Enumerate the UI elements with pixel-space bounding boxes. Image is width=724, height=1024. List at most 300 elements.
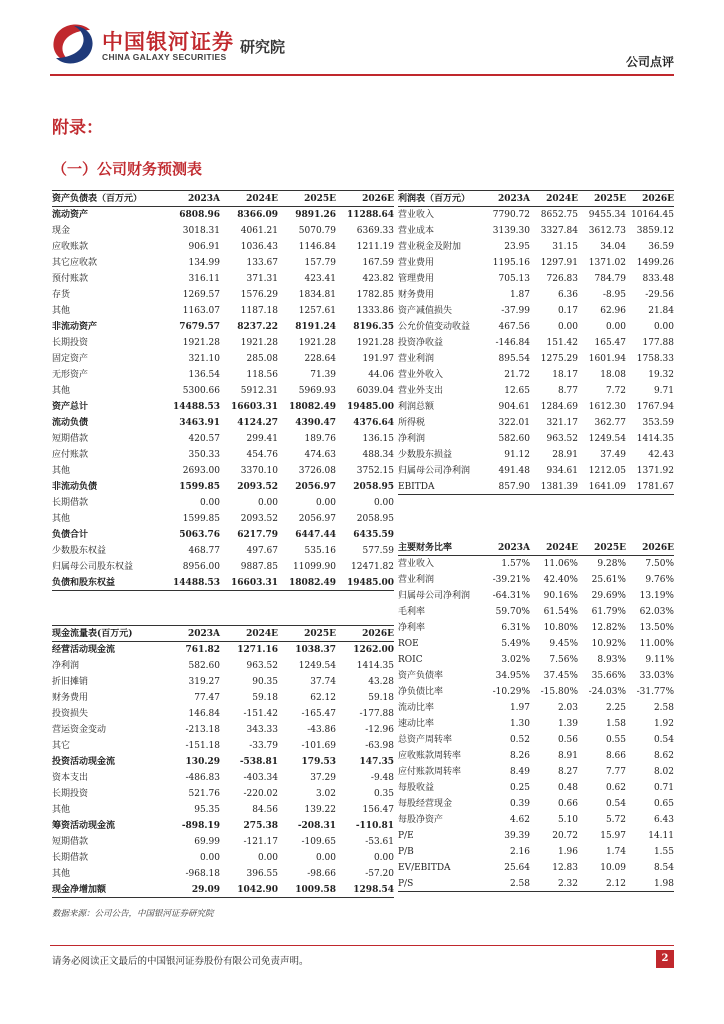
- cell-value: 8.91: [557, 751, 578, 761]
- table-row: [52, 786, 394, 802]
- cell-value: 9891.26: [295, 210, 336, 220]
- table-row: [52, 559, 394, 575]
- cell-value: 521.76: [188, 789, 220, 799]
- cell-value: 6039.04: [356, 386, 394, 396]
- row-label: P/E: [398, 831, 414, 841]
- row-label: 非流动资产: [52, 322, 98, 332]
- table-row: [398, 271, 674, 287]
- row-label: 归属母公司净利润: [398, 466, 471, 476]
- table-row: [398, 415, 674, 431]
- cell-value: 12.65: [504, 386, 530, 396]
- cell-value: 353.59: [642, 418, 674, 428]
- cell-value: 1782.85: [356, 290, 394, 300]
- cell-value: 0.25: [509, 783, 530, 793]
- row-label: 应付账款: [52, 450, 89, 460]
- cell-value: -33.79: [249, 741, 278, 751]
- table-row: [52, 431, 394, 447]
- cell-value: 3612.73: [588, 226, 626, 236]
- cash-flow-table: [52, 625, 394, 898]
- cell-value: 7679.57: [179, 322, 220, 332]
- cell-value: 322.01: [498, 418, 530, 428]
- cell-value: 18082.49: [289, 578, 336, 588]
- row-label: 负债和股东权益: [52, 578, 116, 588]
- column-header: 2023A: [497, 543, 530, 553]
- table-row: [52, 882, 394, 898]
- cell-value: 4390.47: [295, 418, 336, 428]
- cell-value: 6369.33: [356, 226, 394, 236]
- cell-value: 8.93%: [597, 655, 626, 665]
- cell-value: 1211.19: [356, 242, 394, 252]
- cell-value: 130.29: [185, 757, 220, 767]
- cell-value: 2.25: [605, 703, 626, 713]
- table-row: [398, 764, 674, 780]
- row-label: 归属母公司净利润: [398, 591, 471, 601]
- table-row: [52, 255, 394, 271]
- cell-value: 1284.69: [540, 402, 578, 412]
- row-label: 所得税: [398, 418, 426, 428]
- row-label: 净负债比率: [398, 687, 444, 697]
- balance-sheet-table: [52, 190, 394, 591]
- table-row: [398, 399, 674, 415]
- row-label: 净利润: [398, 434, 426, 444]
- cell-value: 9.45%: [549, 639, 578, 649]
- table-row: [398, 431, 674, 447]
- cell-value: 1.97: [509, 703, 530, 713]
- cell-value: 139.22: [304, 805, 336, 815]
- page-header: [50, 22, 674, 72]
- cell-value: 3370.10: [240, 466, 278, 476]
- cell-value: -165.47: [301, 709, 336, 719]
- cell-value: 1038.37: [295, 645, 336, 655]
- row-label: 长期投资: [52, 338, 89, 348]
- cell-value: 6808.96: [179, 210, 220, 220]
- report-type-label: 公司点评: [625, 55, 674, 69]
- row-label: 非流动负债: [52, 482, 98, 492]
- cell-value: 362.77: [594, 418, 626, 428]
- cell-value: 3018.31: [182, 226, 220, 236]
- row-label: 存货: [52, 290, 71, 300]
- cell-value: 6217.79: [237, 530, 278, 540]
- row-label: 财务费用: [52, 693, 89, 703]
- row-label: 经营活动现金流: [52, 645, 116, 655]
- cell-value: 0.54: [605, 799, 626, 809]
- cell-value: 1146.84: [298, 242, 336, 252]
- cell-value: 15.97: [600, 831, 626, 841]
- cell-value: 350.33: [188, 450, 220, 460]
- cell-value: -177.88: [359, 709, 394, 719]
- row-label: 折旧摊销: [52, 677, 89, 687]
- cell-value: 136.15: [362, 434, 394, 444]
- table-title: 主要财务比率: [398, 543, 453, 553]
- table-row: [52, 447, 394, 463]
- cell-value: 1921.28: [298, 338, 336, 348]
- cell-value: 1.55: [653, 847, 674, 857]
- table-row: [52, 511, 394, 527]
- cell-value: 61.54%: [543, 607, 578, 617]
- cell-value: 491.48: [498, 466, 530, 476]
- cell-value: 0.00: [373, 853, 394, 863]
- cell-value: 19.32: [648, 370, 674, 380]
- row-label: 短期借款: [52, 837, 89, 847]
- cell-value: 833.48: [642, 274, 674, 284]
- table-header-row: [398, 191, 674, 207]
- cell-value: 1499.26: [636, 258, 674, 268]
- table-header-row: [52, 626, 394, 642]
- table-row: [398, 860, 674, 876]
- table-row: [398, 335, 674, 351]
- cell-value: 316.11: [188, 274, 220, 284]
- table-row: [52, 399, 394, 415]
- cell-value: 167.59: [362, 258, 394, 268]
- cell-value: 0.65: [653, 799, 674, 809]
- cell-value: 1297.91: [540, 258, 578, 268]
- cell-value: 9887.85: [240, 562, 278, 572]
- cell-value: 2.58: [509, 879, 530, 889]
- cell-value: 423.41: [304, 274, 336, 284]
- table-row: [52, 271, 394, 287]
- row-label: 负债合计: [52, 530, 89, 540]
- cell-value: 6.36: [557, 290, 578, 300]
- cell-value: 156.47: [362, 805, 394, 815]
- cell-value: 1042.90: [237, 885, 278, 895]
- table-row: [52, 690, 394, 706]
- row-label: 利润总额: [398, 402, 435, 412]
- cell-value: 582.60: [188, 661, 220, 671]
- cell-value: -486.83: [185, 773, 220, 783]
- row-label: 其它应收款: [52, 258, 98, 268]
- cell-value: 1163.07: [182, 306, 220, 316]
- cell-value: 0.39: [509, 799, 530, 809]
- cell-value: 6.31%: [501, 623, 530, 633]
- table-row: [52, 207, 394, 223]
- cell-value: 147.35: [359, 757, 394, 767]
- row-label: 应收账款周转率: [398, 751, 462, 761]
- table-row: [398, 447, 674, 463]
- cell-value: 19485.00: [347, 402, 394, 412]
- row-label: 速动比率: [398, 719, 435, 729]
- cell-value: 9.28%: [597, 559, 626, 569]
- cell-value: 1599.85: [179, 482, 220, 492]
- cell-value: 16603.31: [231, 578, 278, 588]
- cell-value: 2093.52: [237, 482, 278, 492]
- row-label: 资产减值损失: [398, 306, 453, 316]
- table-row: [52, 415, 394, 431]
- column-header: 2024E: [546, 543, 578, 553]
- cell-value: 454.76: [246, 450, 278, 460]
- cell-value: -24.03%: [588, 687, 626, 697]
- row-label: 投资净收益: [398, 338, 444, 348]
- cell-value: 1271.16: [237, 645, 278, 655]
- row-label: 现金: [52, 226, 71, 236]
- cell-value: 1381.39: [540, 482, 578, 492]
- table-row: [52, 239, 394, 255]
- row-label: 其他: [52, 514, 71, 524]
- cell-value: 10.80%: [543, 623, 578, 633]
- logo-english-name: CHINA GALAXY SECURITIES: [102, 52, 227, 62]
- cell-value: -98.66: [307, 869, 336, 879]
- cell-value: 1298.54: [353, 885, 394, 895]
- cell-value: 2058.95: [356, 514, 394, 524]
- cell-value: 77.47: [194, 693, 220, 703]
- cell-value: 18082.49: [289, 402, 336, 412]
- cell-value: 2.32: [557, 879, 578, 889]
- column-header: 2023A: [187, 629, 220, 639]
- cell-value: 9455.34: [588, 210, 626, 220]
- column-header: 2025E: [594, 543, 626, 553]
- cell-value: 5.10: [557, 815, 578, 825]
- cell-value: 705.13: [498, 274, 530, 284]
- institute-label: 研究院: [240, 38, 286, 56]
- cell-value: 179.53: [301, 757, 336, 767]
- cell-value: 2056.97: [295, 482, 336, 492]
- cell-value: 133.67: [246, 258, 278, 268]
- cell-value: 14488.53: [173, 402, 220, 412]
- cell-value: 5300.66: [182, 386, 220, 396]
- cell-value: 0.00: [653, 322, 674, 332]
- cell-value: 371.31: [246, 274, 278, 284]
- cell-value: 8.77: [557, 386, 578, 396]
- row-label: 应付账款周转率: [398, 767, 462, 777]
- cell-value: 7.56%: [549, 655, 578, 665]
- cell-value: 28.91: [552, 450, 578, 460]
- cell-value: 1641.09: [588, 482, 626, 492]
- table-row: [398, 844, 674, 860]
- cell-value: 3139.30: [492, 226, 530, 236]
- cell-value: 7.72: [605, 386, 626, 396]
- cell-value: 2693.00: [182, 466, 220, 476]
- cell-value: 0.00: [257, 853, 278, 863]
- table-row: [398, 556, 674, 572]
- cell-value: -109.65: [301, 837, 336, 847]
- table-row: [398, 207, 674, 223]
- cell-value: 1187.18: [240, 306, 278, 316]
- cell-value: 12.83: [552, 863, 578, 873]
- table-row: [52, 367, 394, 383]
- table-row: [52, 287, 394, 303]
- table-row: [52, 770, 394, 786]
- cell-value: 1834.81: [298, 290, 336, 300]
- cell-value: 13.50%: [639, 623, 674, 633]
- table-row: [398, 876, 674, 892]
- logo-chinese-name: 中国银河证券: [102, 30, 234, 54]
- cell-value: 299.41: [246, 434, 278, 444]
- row-label: 营业费用: [398, 258, 435, 268]
- cell-value: 1.58: [605, 719, 626, 729]
- table-row: [52, 383, 394, 399]
- cell-value: 726.83: [546, 274, 578, 284]
- cell-value: 36.59: [648, 242, 674, 252]
- row-label: 预付账款: [52, 274, 89, 284]
- cell-value: 8.27: [557, 767, 578, 777]
- cell-value: 59.70%: [495, 607, 530, 617]
- cell-value: 20.72: [552, 831, 578, 841]
- cell-value: 904.61: [498, 402, 530, 412]
- cell-value: 11288.64: [347, 210, 394, 220]
- row-label: 其他: [52, 306, 71, 316]
- cell-value: 2056.97: [298, 514, 336, 524]
- cell-value: -10.29%: [492, 687, 530, 697]
- disclaimer-text: 请务必阅读正文最后的中国银河证券股份有限公司免责声明。: [52, 956, 309, 967]
- table-row: [398, 796, 674, 812]
- cell-value: 9.76%: [645, 575, 674, 585]
- cell-value: 8.66: [605, 751, 626, 761]
- cell-value: 7.50%: [645, 559, 674, 569]
- cell-value: 5969.93: [298, 386, 336, 396]
- cell-value: 0.35: [373, 789, 394, 799]
- column-header: 2025E: [594, 194, 626, 204]
- table-row: [52, 303, 394, 319]
- cell-value: 12.82%: [591, 623, 626, 633]
- cell-value: 3859.12: [636, 226, 674, 236]
- cell-value: 8.49: [509, 767, 530, 777]
- row-label: 营业收入: [398, 210, 435, 220]
- cell-value: 29.09: [191, 885, 220, 895]
- cell-value: 61.79%: [591, 607, 626, 617]
- cell-value: 396.55: [246, 869, 278, 879]
- row-label: 每股收益: [398, 783, 435, 793]
- cell-value: 2.58: [653, 703, 674, 713]
- cell-value: 134.99: [188, 258, 220, 268]
- cell-value: 467.56: [498, 322, 530, 332]
- table-row: [398, 287, 674, 303]
- cell-value: 21.72: [504, 370, 530, 380]
- cell-value: 10.09: [600, 863, 626, 873]
- table-row: [398, 319, 674, 335]
- cell-value: 8652.75: [540, 210, 578, 220]
- row-label: 其他: [52, 805, 71, 815]
- cell-value: 5.72: [605, 815, 626, 825]
- cell-value: 0.48: [557, 783, 578, 793]
- table-row: [398, 223, 674, 239]
- cell-value: 3.02: [315, 789, 336, 799]
- cell-value: 1921.28: [356, 338, 394, 348]
- galaxy-logo-icon: [50, 22, 96, 66]
- cell-value: 0.00: [315, 853, 336, 863]
- row-label: 现金净增加额: [52, 885, 107, 895]
- cell-value: 3327.84: [540, 226, 578, 236]
- cell-value: -12.96: [365, 725, 394, 735]
- row-label: 总资产周转率: [398, 735, 453, 745]
- column-header: 2026E: [362, 194, 394, 204]
- row-label: 流动负债: [52, 418, 89, 428]
- cell-value: 1.96: [557, 847, 578, 857]
- cell-value: 4124.27: [237, 418, 278, 428]
- cell-value: 1.39: [557, 719, 578, 729]
- cell-value: 157.79: [304, 258, 336, 268]
- cell-value: 165.47: [594, 338, 626, 348]
- cell-value: -9.48: [370, 773, 394, 783]
- table-row: [52, 351, 394, 367]
- cell-value: 1371.92: [636, 466, 674, 476]
- row-label: 无形资产: [52, 370, 89, 380]
- row-label: 归属母公司股东权益: [52, 562, 134, 572]
- cell-value: 3463.91: [179, 418, 220, 428]
- cell-value: 895.54: [498, 354, 530, 364]
- cell-value: -43.86: [307, 725, 336, 735]
- cell-value: 7790.72: [492, 210, 530, 220]
- cell-value: 3.02%: [501, 655, 530, 665]
- row-label: 投资损失: [52, 709, 89, 719]
- cell-value: 62.96: [600, 306, 626, 316]
- cell-value: 37.45%: [543, 671, 578, 681]
- cell-value: 8237.22: [237, 322, 278, 332]
- cell-value: 0.00: [557, 322, 578, 332]
- row-label: 长期借款: [52, 853, 89, 863]
- cell-value: 1.30: [509, 719, 530, 729]
- cell-value: 1.98: [653, 879, 674, 889]
- cell-value: 0.55: [605, 735, 626, 745]
- cell-value: -121.17: [243, 837, 278, 847]
- row-label: 其他: [52, 869, 71, 879]
- cell-value: 34.04: [600, 242, 626, 252]
- table-row: [398, 732, 674, 748]
- cell-value: 0.71: [653, 783, 674, 793]
- cell-value: 37.74: [310, 677, 336, 687]
- table-row: [52, 738, 394, 754]
- row-label: 营业收入: [398, 559, 435, 569]
- cell-value: 0.54: [653, 735, 674, 745]
- financial-ratios-table: [398, 540, 674, 892]
- cell-value: 0.00: [373, 498, 394, 508]
- cell-value: -151.18: [185, 741, 220, 751]
- cell-value: 8.26: [509, 751, 530, 761]
- cell-value: 71.39: [310, 370, 336, 380]
- row-label: 财务费用: [398, 290, 435, 300]
- cell-value: 62.03%: [639, 607, 674, 617]
- table-row: [52, 642, 394, 658]
- cell-value: 7.77: [605, 767, 626, 777]
- cell-value: 0.00: [199, 498, 220, 508]
- cell-value: 6447.44: [295, 530, 336, 540]
- cell-value: 33.03%: [639, 671, 674, 681]
- row-label: 净利润: [52, 661, 80, 671]
- table-row: [52, 658, 394, 674]
- cell-value: 95.35: [194, 805, 220, 815]
- table-row: [52, 543, 394, 559]
- cell-value: 10164.45: [631, 210, 674, 220]
- row-label: 短期借款: [52, 434, 89, 444]
- table-row: [52, 319, 394, 335]
- table-row: [398, 255, 674, 271]
- cell-value: 488.34: [362, 450, 394, 460]
- row-label: 筹资活动现金流: [52, 821, 116, 831]
- column-header: 2024E: [246, 194, 278, 204]
- column-header: 2024E: [546, 194, 578, 204]
- cell-value: 228.64: [304, 354, 336, 364]
- cell-value: 9.11%: [645, 655, 674, 665]
- cell-value: 535.16: [304, 546, 336, 556]
- cell-value: 1781.67: [636, 482, 674, 492]
- cell-value: -37.99: [501, 306, 530, 316]
- cell-value: 1612.30: [588, 402, 626, 412]
- table-row: [52, 575, 394, 591]
- cell-value: 474.63: [304, 450, 336, 460]
- cell-value: 39.39: [504, 831, 530, 841]
- cell-value: -151.42: [243, 709, 278, 719]
- row-label: 流动资产: [52, 210, 89, 220]
- table-row: [398, 652, 674, 668]
- cell-value: 1371.02: [588, 258, 626, 268]
- table-title: 资产负债表（百万元）: [52, 194, 143, 204]
- table-header-row: [52, 191, 394, 207]
- cell-value: 0.56: [557, 735, 578, 745]
- row-label: EV/EBITDA: [398, 863, 451, 873]
- cell-value: 11.00%: [639, 639, 674, 649]
- column-header: 2026E: [362, 629, 394, 639]
- table-row: [52, 479, 394, 495]
- cell-value: 934.61: [546, 466, 578, 476]
- cell-value: 10.92%: [591, 639, 626, 649]
